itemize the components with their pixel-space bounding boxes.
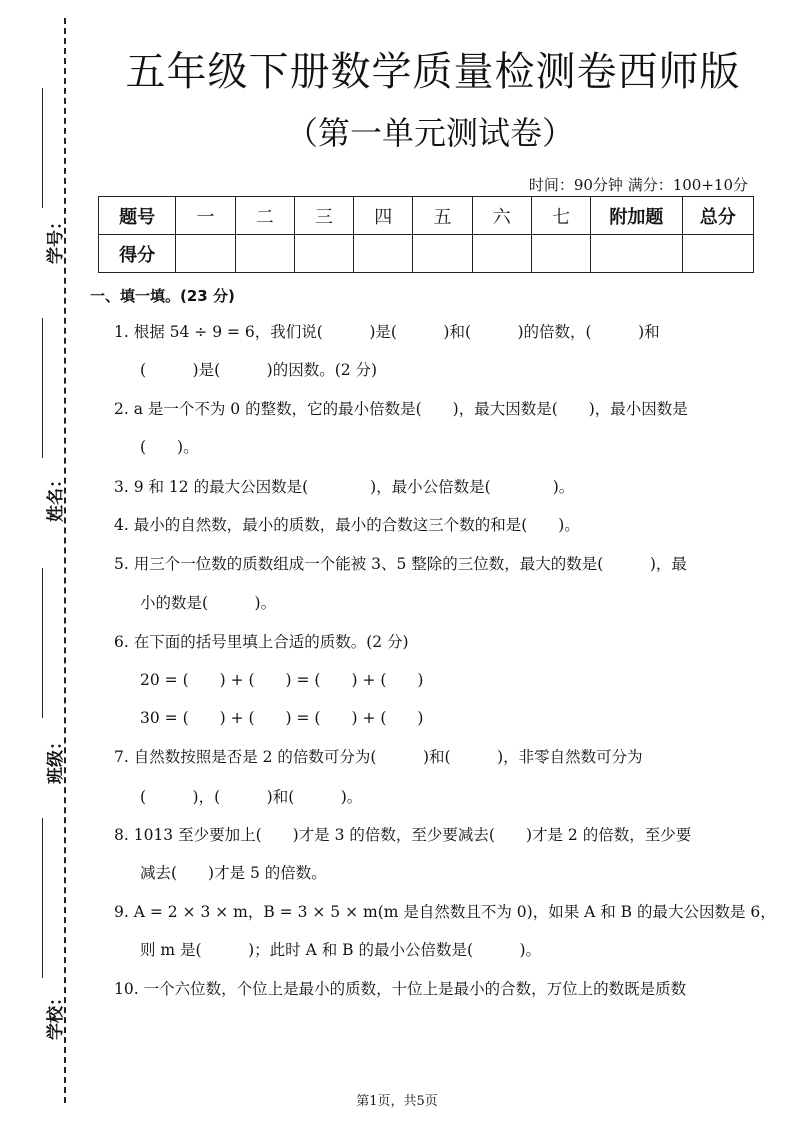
question-line: ( )是( )的因数。(2 分) <box>140 361 378 379</box>
question-line: 1. 根据 54 ÷ 9 = 6，我们说( )是( )和( )的倍数，( )和 <box>114 323 660 341</box>
score-header-cell: 二 <box>235 197 294 235</box>
student-number-blank[interactable] <box>42 88 43 208</box>
name-label: 姓名： <box>46 471 66 522</box>
score-cell[interactable] <box>413 235 472 273</box>
score-header-cell: 七 <box>531 197 590 235</box>
score-header-cell: 三 <box>294 197 353 235</box>
school-blank[interactable] <box>42 818 43 978</box>
score-cell[interactable] <box>591 235 682 273</box>
question-line: 8. 1013 至少要加上( )才是 3 的倍数，至少要减去( )才是 2 的倍数，至少要 <box>114 826 692 844</box>
question-line: ( )。 <box>140 438 199 456</box>
score-table <box>98 196 754 273</box>
question-line: 10. 一个六位数，个位上是最小的质数，十位上是最小的合数，万位上的数既是质数 <box>114 980 687 998</box>
score-row-label: 得分 <box>99 235 176 273</box>
score-table-score-row <box>99 235 754 273</box>
score-cell[interactable] <box>682 235 753 273</box>
question-line: 9. A = 2 × 3 × m，B = 3 × 5 × m(m 是自然数且不为 0)，如果 A 和 B 的最大公因数是 6， <box>114 903 776 921</box>
score-cell[interactable] <box>531 235 590 273</box>
question-line: 5. 用三个一位数的质数组成一个能被 3、5 整除的三位数，最大的数是( )，最 <box>114 555 687 573</box>
score-header-cell: 一 <box>176 197 235 235</box>
binding-dashed-line <box>64 18 66 1103</box>
school-label: 学校： <box>46 989 66 1040</box>
question-line: 2. a 是一个不为 0 的整数，它的最小倍数是( )，最大因数是( )，最小因数是 <box>114 400 688 418</box>
score-cell[interactable] <box>354 235 413 273</box>
class-label: 班级： <box>46 733 66 784</box>
page-subtitle: （第一单元测试卷） <box>285 114 574 152</box>
question-line: 20 = ( ) + ( ) = ( ) + ( ) <box>140 671 424 689</box>
score-header-cell: 附加题 <box>591 197 682 235</box>
class-blank[interactable] <box>42 568 43 718</box>
question-line: 则 m 是( )；此时 A 和 B 的最小公倍数是( )。 <box>140 941 542 959</box>
score-header-cell: 五 <box>413 197 472 235</box>
name-blank[interactable] <box>42 318 43 458</box>
school-field <box>22 818 66 1040</box>
score-cell[interactable] <box>176 235 235 273</box>
class-field <box>22 568 66 784</box>
question-line: 小的数是( )。 <box>140 594 277 612</box>
page-footer: 第1页，共5页 <box>356 1094 438 1109</box>
question-line: 3. 9 和 12 的最大公因数是( )，最小公倍数是( )。 <box>114 478 575 496</box>
score-header-cell: 四 <box>354 197 413 235</box>
score-cell[interactable] <box>472 235 531 273</box>
name-field <box>22 318 66 522</box>
score-header-cell: 题号 <box>99 197 176 235</box>
score-header-cell: 总分 <box>682 197 753 235</box>
question-line: 6. 在下面的括号里填上合适的质数。(2 分) <box>114 633 409 651</box>
page-title: 五年级下册数学质量检测卷西师版 <box>125 49 741 95</box>
question-line: 30 = ( ) + ( ) = ( ) + ( ) <box>140 709 424 727</box>
question-line: 减去( )才是 5 的倍数。 <box>140 864 327 882</box>
question-line: ( )，( )和( )。 <box>140 788 363 806</box>
student-number-field <box>22 88 66 268</box>
exam-meta: 时间：90分钟 满分：100+10分 <box>528 176 748 194</box>
question-line: 7. 自然数按照是否是 2 的倍数可分为( )和( )，非零自然数可分为 <box>114 748 643 766</box>
section-heading: 一、填一填。(23 分) <box>90 287 235 305</box>
score-header-cell: 六 <box>472 197 531 235</box>
score-table-header-row <box>99 197 754 235</box>
score-cell[interactable] <box>235 235 294 273</box>
question-line: 4. 最小的自然数，最小的质数，最小的合数这三个数的和是( )。 <box>114 516 580 534</box>
student-number-label: 学号： <box>46 213 66 264</box>
score-cell[interactable] <box>294 235 353 273</box>
